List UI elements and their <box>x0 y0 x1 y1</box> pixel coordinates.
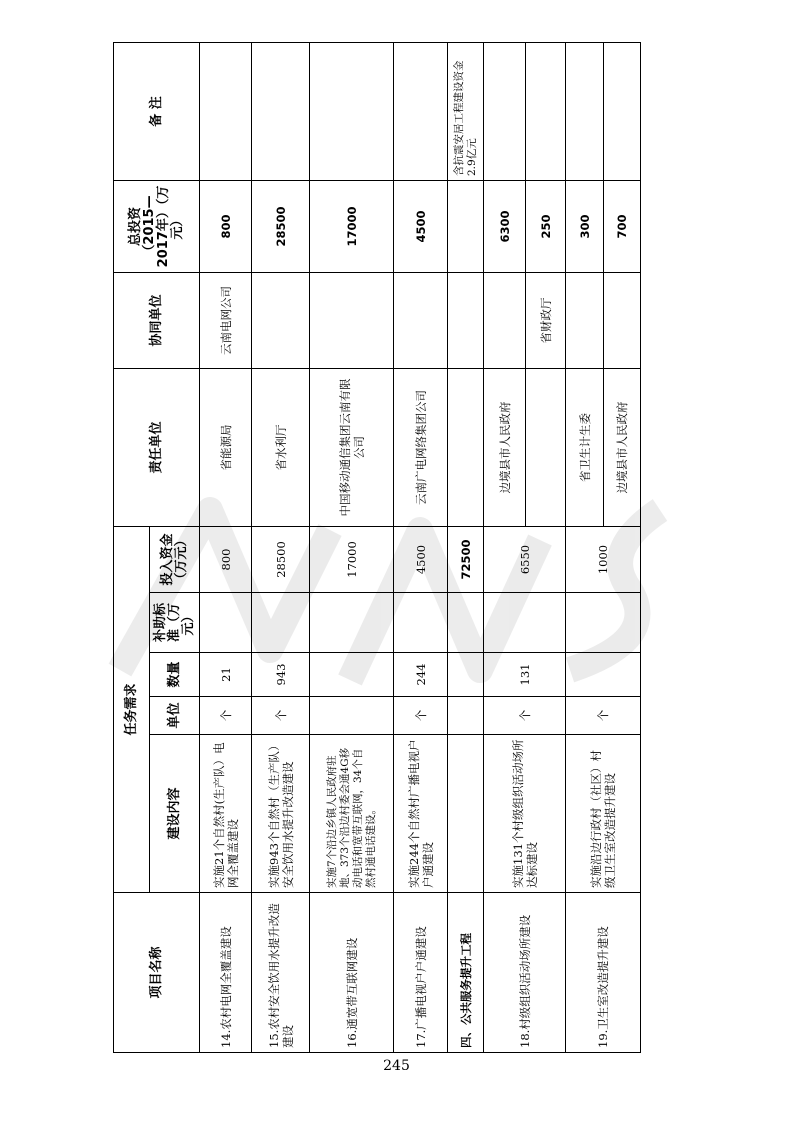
coop-cell: 省财政厅 <box>526 273 566 369</box>
content-cell: 实施943个自然村（生产队）安全饮用水提升改造建设 <box>252 735 310 893</box>
table-row <box>484 43 526 1053</box>
header-content: 建设内容 <box>150 735 200 893</box>
rotated-table-wrapper <box>113 43 640 1053</box>
quantity-cell <box>310 653 394 697</box>
empty-cell <box>448 735 484 893</box>
project-table <box>113 42 641 1053</box>
header-subsidy: 补助标准（万元） <box>150 593 200 653</box>
empty-cell <box>484 273 526 369</box>
coop-cell <box>310 273 394 369</box>
subsidy-cell <box>484 593 566 653</box>
empty-cell <box>566 273 604 369</box>
project-name: 14.农村电网全覆盖建设 <box>200 893 252 1053</box>
empty-cell <box>448 593 484 653</box>
invest-cell: 6550 <box>484 527 566 593</box>
subsidy-cell <box>200 593 252 653</box>
header-remark: 备 注 <box>114 43 200 181</box>
total-cell: 300 <box>566 181 604 273</box>
header-responsible: 责任单位 <box>114 369 200 527</box>
project-name: 15.农村安全饮用水提升改造建设 <box>252 893 310 1053</box>
responsible-cell: 省水利厅 <box>252 369 310 527</box>
responsible-cell: 边境县市人民政府 <box>484 369 526 527</box>
empty-cell <box>604 273 641 369</box>
invest-cell: 17000 <box>310 527 394 593</box>
table-row <box>310 43 394 1053</box>
table-row <box>252 43 310 1053</box>
total-cell: 250 <box>526 181 566 273</box>
quantity-cell: 943 <box>252 653 310 697</box>
remark-cell <box>252 43 310 181</box>
remark-cell <box>394 43 448 181</box>
subsidy-cell <box>310 593 394 653</box>
project-name: 19.卫生室改造提升建设 <box>566 893 641 1053</box>
quantity-cell: 244 <box>394 653 448 697</box>
subsidy-cell <box>394 593 448 653</box>
empty-cell <box>448 181 484 273</box>
content-cell: 实施244个自然村广播电视户户通建设 <box>394 735 448 893</box>
total-cell: 17000 <box>310 181 394 273</box>
header-invest: 投入资金（万元） <box>150 527 200 593</box>
unit-cell: 个 <box>252 697 310 735</box>
responsible-cell: 省卫生计生委 <box>566 369 604 527</box>
responsible-cell: 中国移动通信集团云南有限公司 <box>310 369 394 527</box>
header-unit: 单位 <box>150 697 200 735</box>
section-row <box>448 43 484 1053</box>
quantity-cell: 21 <box>200 653 252 697</box>
section-remark: 含抗震安居工程建设资金2.9亿元 <box>448 43 484 181</box>
total-cell: 28500 <box>252 181 310 273</box>
total-cell: 4500 <box>394 181 448 273</box>
subsidy-cell <box>566 593 641 653</box>
project-name: 17.广播电视户户通建设 <box>394 893 448 1053</box>
total-cell: 700 <box>604 181 641 273</box>
content-cell: 实施沿边行政村（社区）村级卫生室改造提升建设 <box>566 735 641 893</box>
project-name: 18.村级组织活动场所建设 <box>484 893 566 1053</box>
content-cell: 实施21个自然村(生产队）电网全覆盖建设 <box>200 735 252 893</box>
coop-cell <box>252 273 310 369</box>
project-name: 16.通宽带互联网建设 <box>310 893 394 1053</box>
coop-cell: 云南电网公司 <box>200 273 252 369</box>
header-coop: 协同单位 <box>114 273 200 369</box>
content-cell: 实施131个村级组织活动场所达标建设 <box>484 735 566 893</box>
header-project: 项目名称 <box>114 893 200 1053</box>
header-task-demand: 任务需求 <box>114 527 150 893</box>
empty-cell <box>484 43 526 181</box>
remark-cell <box>200 43 252 181</box>
section-title: 四、公共服务提升工程 <box>448 893 484 1053</box>
total-cell: 6300 <box>484 181 526 273</box>
unit-cell: 个 <box>394 697 448 735</box>
header-quantity: 数量 <box>150 653 200 697</box>
empty-cell <box>448 273 484 369</box>
unit-cell <box>310 697 394 735</box>
content-cell: 实施7个沿边乡镇人民政府驻地、373个沿边村委会通4G移动电话和宽带互联网，34个自然村通电话建设。 <box>310 735 394 893</box>
empty-cell <box>604 43 641 181</box>
remark-cell <box>310 43 394 181</box>
empty-cell <box>448 369 484 527</box>
subsidy-cell <box>252 593 310 653</box>
invest-cell: 1000 <box>566 527 641 593</box>
responsible-cell: 边境县市人民政府 <box>604 369 641 527</box>
quantity-cell <box>566 653 641 697</box>
empty-cell <box>448 697 484 735</box>
invest-cell: 800 <box>200 527 252 593</box>
total-cell: 800 <box>200 181 252 273</box>
page-number: 245 <box>383 1058 410 1074</box>
table-row <box>200 43 252 1053</box>
table-row <box>566 43 604 1053</box>
invest-cell: 28500 <box>252 527 310 593</box>
empty-cell <box>448 653 484 697</box>
unit-cell: 个 <box>566 697 641 735</box>
table-row <box>394 43 448 1053</box>
quantity-cell: 131 <box>484 653 566 697</box>
invest-cell: 4500 <box>394 527 448 593</box>
empty-cell <box>526 369 566 527</box>
section-invest: 72500 <box>448 527 484 593</box>
header-total: 总投资（2015—2017年）（万元） <box>114 181 200 273</box>
unit-cell: 个 <box>200 697 252 735</box>
coop-cell <box>394 273 448 369</box>
empty-cell <box>526 43 566 181</box>
responsible-cell: 省能源局 <box>200 369 252 527</box>
responsible-cell: 云南广电网络集团公司 <box>394 369 448 527</box>
empty-cell <box>566 43 604 181</box>
unit-cell: 个 <box>484 697 566 735</box>
